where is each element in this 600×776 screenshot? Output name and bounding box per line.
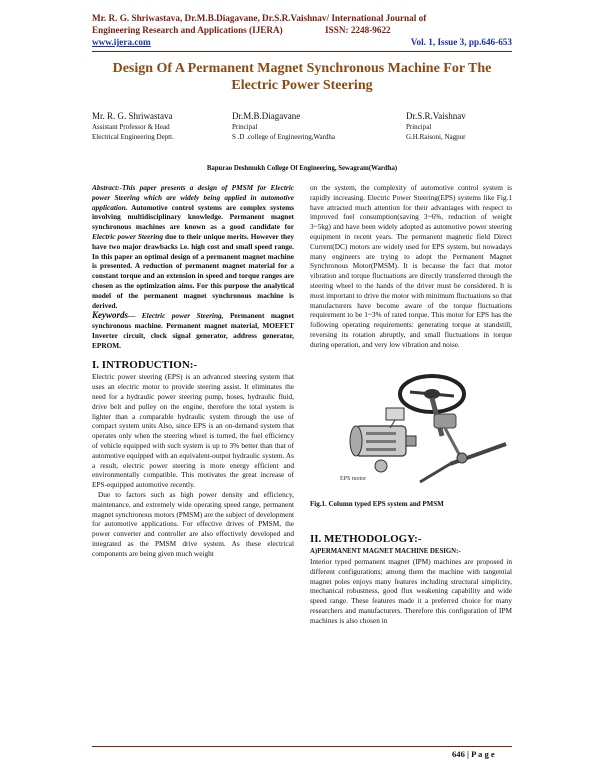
author-name: Mr. R. G. Shriwastava <box>92 111 173 121</box>
ecu-icon <box>386 408 404 428</box>
figure-caption: Fig.1. Column typed EPS system and PMSM <box>310 499 444 508</box>
author-2 <box>232 111 335 142</box>
header-line1: Mr. R. G. Shriwastava, Dr.M.B.Diagavane, Dr.S.R.Vaishnav/ International Journal of <box>92 13 427 23</box>
college-name: Bapurao Deshmukh College Of Engineering, Sewagram(Wardha) <box>206 165 398 172</box>
author-1 <box>92 111 174 142</box>
footer-rule <box>92 746 512 747</box>
keywords <box>92 311 294 350</box>
intro-heading: I. INTRODUCTION:- <box>92 358 198 371</box>
methodology-paragraph: Interior typed permanent magnet (IPM) machines are proposed in different configurations; among them the machine with tangential magnet poles enjoys many features including structural simplicity, mechanical robustness, good flux weakening capability and wide speed range. These features made it a preferred choice for many researchers and manufacturers. Therefore this configuration of IPM machines is also chosen in <box>310 556 512 625</box>
steering-rack-icon <box>420 444 506 482</box>
methodology-subheading: A)PERMANENT MAGNET MACHINE DESIGN:- <box>310 548 461 556</box>
pmsm-motor-icon <box>350 426 416 472</box>
eps-system-illustration <box>310 364 512 492</box>
header-rule <box>92 51 512 52</box>
author-name: Dr.M.B.Diagavane <box>232 111 301 121</box>
keywords-dash: — <box>128 311 142 321</box>
left-column <box>92 183 294 558</box>
paper-title: Design Of A Permanent Magnet Synchronous Machine For The Electric Power Steering <box>112 61 492 93</box>
page-number: 646 | P a g e <box>452 749 495 759</box>
keywords-lead: Electric power Steering, <box>141 311 224 321</box>
abstract-body-2: due to their unique merits. However they have two major drawbacks i.e. high cost and small speed range. In this paper an optimal design of a permanent magnet machine is presented. A reduction of permanent magnet material for a constant torque and an extension in speed and torque ranges are chosen as the optimization aims. For this purpose the analytical model of the permanent magnet synchronous machine is derived. <box>92 231 294 310</box>
abstract-italic: Electric power Steering <box>92 231 163 241</box>
journal-name: Engineering Research and Applications (IJERA) <box>92 25 283 35</box>
eps-figure <box>310 364 512 492</box>
author-3 <box>406 111 466 142</box>
intro-paragraph-2: Due to factors such as high power density and efficiency, maintenance, and extremely wide operating speed range, permanent magnet synchronous motors (PMSM) are the subject of development for automotive applications. For effective drives of PMSM, the power converter and controller are also effectively developed and integrated as the PMSM drive system. As these electrical components are being given much weight <box>92 489 294 558</box>
author-block <box>92 111 512 151</box>
issn: ISSN: 2248-9622 <box>325 25 391 35</box>
volume-info: Vol. 1, Issue 3, pp.646-653 <box>410 37 512 47</box>
keywords-rest: Permanent magnet synchronous machine. Permanent magnet material, MOEFET Inverter circuit, clock signal generator, address generator, EPROM. <box>92 311 295 350</box>
journal-header <box>92 12 512 48</box>
author-affiliation: G.H.Raisoni, Nagpur <box>406 132 466 141</box>
methodology-heading: II. METHODOLOGY:- <box>310 533 422 546</box>
intro-paragraph-1: Electric power steering (EPS) is an advanced steering system that uses an electric motor to provide steering assist. It eliminates the need for a hydraulic power steering pump, hoses, hydraulic fluid, drive belt and pulley on the engine, therefore the total system is lighter than a comparable hydraulic system through the use of compact system units Also, since EPS is an on-demand system that operates only when the steering wheel is turned, the fuel efficiency of vehicle equipped with such system is up to 3% better than that of automotive equipped with an equivalent-output hydraulic system. As a result, electric power steering is more energy efficient and environmentally compatible. This motivates the great increase of EPS-equipped automotive recently. <box>92 372 294 490</box>
figure-label: EPS motor <box>340 475 367 482</box>
author-name: Dr.S.R.Vaishnav <box>406 111 466 121</box>
author-affiliation: Electrical Engineering Deptt. <box>92 132 174 141</box>
author-role: Principal <box>406 123 432 131</box>
right-column <box>310 183 512 626</box>
keywords-label: Keywords <box>92 310 128 321</box>
author-role: Principal <box>232 123 258 131</box>
author-affiliation: S .D .college of Engineering,Wardha <box>232 132 336 141</box>
header-line3 <box>92 36 512 48</box>
abstract-body: Automotive control systems are complex systems involving multidisciplinary knowledge. Permanent magnet synchronous machines are known as a good candidate for <box>92 202 294 232</box>
abstract-lead: Abstract:-This paper presents a design of PMSM for Electric power Steering which are widely being applied in automotive application. <box>92 183 294 212</box>
header-line2 <box>92 24 512 36</box>
abstract <box>92 183 294 310</box>
right-paragraph-1: on the system, the complexity of automotive control system is rapidly increasing. Electric Power Steering(EPS) systems like Fig.1 have attracted much attention for their advantages with respect to improved fuel consumption(saving 3~6%, reduction of weight 3~5kg) and have been widely adopted as automotive power steering equipment in recent years. The permanent magnetic field Direct Current(DC) motors are widely used for EPS system, but nowadays many engineers are trying to adopt the Permanent Magnet Synchronous Motor(PMSM). It is because the fact that motor vibration and torque fluctuations are directly transferred through the steering wheel to the hands of the driver must be considered. It is most important to drive the motor with minimum fluctuations so that manufacturers have become aware of the torque fluctuations requirement to be 1~3% of rated torque. This motor for EPS has the following operating requirements: generating torque at standstill, reversing its rotation abruptly, and small fluctuations in torque during operation, and very low vibration and noise. <box>310 183 512 349</box>
journal-url-link[interactable]: www.ijera.com <box>92 37 151 47</box>
author-role: Assistant Professor & Head <box>92 123 170 131</box>
